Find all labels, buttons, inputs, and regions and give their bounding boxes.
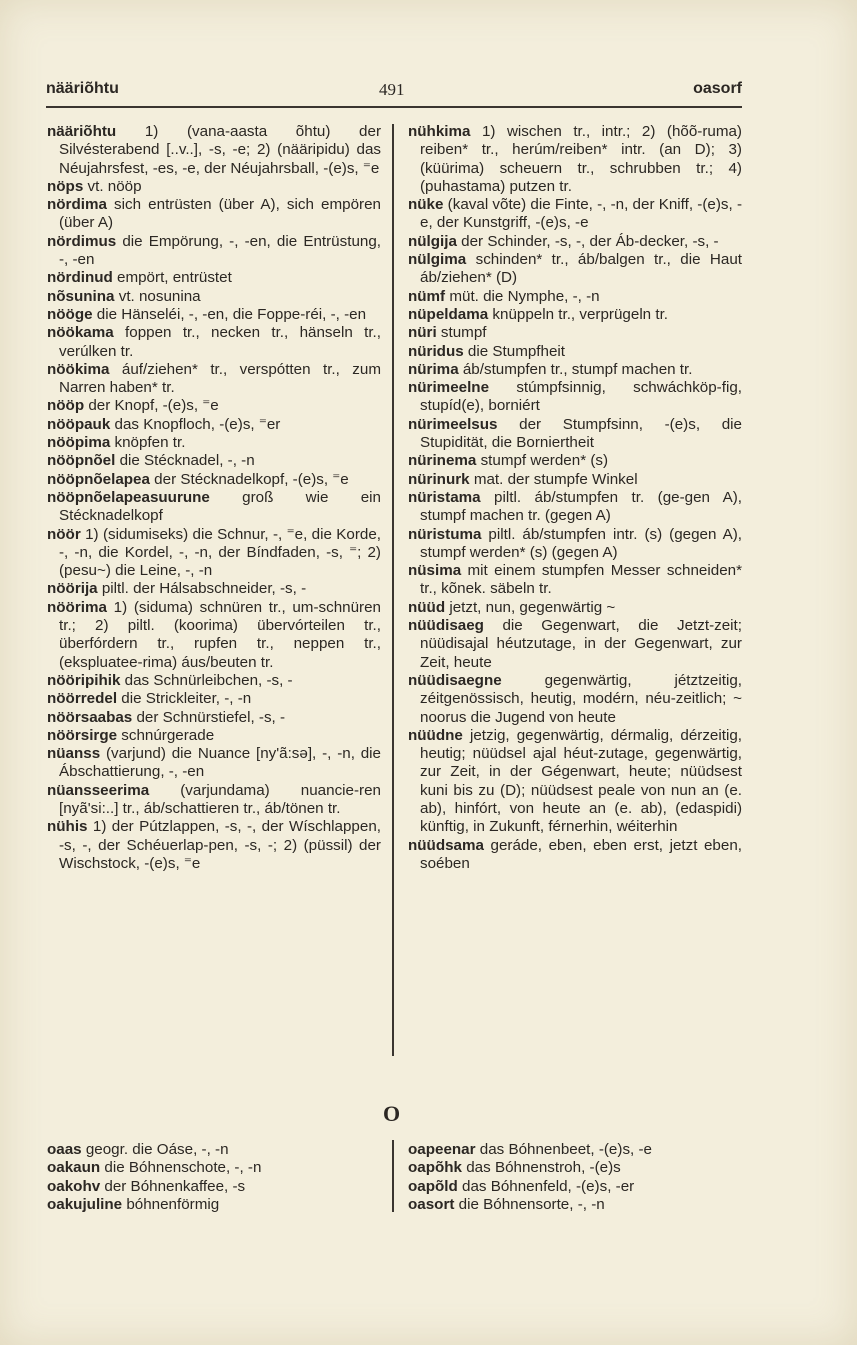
entry-definition: stúmpfsinnig, schwáchköp-fig, stupíd(e), borniért [420, 379, 742, 415]
entry-headword: nüanss [47, 745, 101, 763]
entry-headword: nöörredel [47, 690, 118, 708]
dictionary-entry [408, 526, 742, 563]
entry-headword: nüridus [408, 342, 464, 360]
entry-headword: nüsima [408, 562, 462, 580]
bottom-right-column [408, 1141, 742, 1214]
entry-headword: oakaun [47, 1159, 101, 1177]
entry-headword: nülgija [408, 232, 457, 250]
dictionary-entry [47, 1159, 381, 1177]
dictionary-entry [47, 580, 381, 598]
entry-definition: der Stécknadelkopf, -(e)s, ⁼e [149, 470, 349, 488]
dictionary-entry [47, 690, 381, 708]
entry-headword: nürinema [408, 452, 477, 470]
dictionary-entry [408, 562, 742, 599]
dictionary-entry [47, 397, 381, 415]
dictionary-entry [47, 599, 381, 672]
dictionary-entry [47, 489, 381, 526]
dictionary-entry [47, 306, 381, 324]
dictionary-entry [47, 1178, 381, 1196]
dictionary-entry [408, 1178, 742, 1196]
entry-definition: (kaval võte) die Finte, -, -n, der Kniff, -(e)s, -e, der Kunstgriff, -(e)s, -e [420, 196, 742, 232]
entry-definition: die Stumpfheit [463, 342, 565, 360]
entry-definition: piltl. der Hálsabschneider, -s, - [97, 580, 307, 598]
dictionary-entry [47, 288, 381, 306]
entry-definition: das Schnürleibchen, -s, - [120, 671, 293, 689]
dictionary-entry [47, 782, 381, 819]
entry-headword: nääriõhtu [47, 123, 117, 140]
entry-headword: nööpnõel [47, 452, 116, 470]
entry-definition: áuf/ziehen* tr., verspótten tr., zum Narren haben* tr. [59, 360, 381, 397]
entry-definition: 1) (vana-aasta õhtu) der Silvésterabend [..v..], -s, -e; 2) (nääripidu) das Néujahrsfest, -es, -e, der Néujahrsball, -(e)s, ⁼e [59, 123, 381, 177]
entry-headword: nüüdisaeg [408, 617, 484, 635]
entry-definition: 1) (sidumiseks) die Schnur, -, ⁼e, die Korde, -, -n, die Kordel, -, -n, der Bíndfaden, -s, ⁼; 2) (pesu~) die Leine, -, -n [59, 525, 381, 580]
dictionary-entry [47, 434, 381, 452]
entry-definition: der Stumpfsinn, -(e)s, die Stupidität, die Borniertheit [420, 415, 742, 452]
entry-headword: nürima [408, 360, 459, 378]
entry-headword: nördinud [47, 269, 113, 287]
entry-definition: der Schnürstiefel, -s, - [132, 708, 286, 726]
entry-headword: oapeenar [408, 1141, 476, 1158]
dictionary-entry [408, 123, 742, 196]
dictionary-entry [47, 1141, 381, 1159]
dictionary-entry [408, 233, 742, 251]
entry-definition: die Empörung, -, -en, die Entrüstung, -, -en [59, 232, 381, 269]
entry-definition: mat. der stumpfe Winkel [469, 470, 638, 488]
entry-definition: jetzt, nun, gegenwärtig ~ [445, 598, 616, 616]
entry-definition: piltl. áb/stumpfen intr. (s) (gegen A), stumpf werden* (s) (gegen A) [420, 525, 742, 561]
entry-definition: jetzig, gegenwärtig, dérmalig, dérzeitig, heutig; nüüdsel ajal héut-zutage, gegenwärtig, zur Zeit, in der Gégenwart, heute; nüüdsest kuni bis zu (D); nüüdsest peale von nun an (e. ab), hinfórt, von heute an (e. ab), (edaspidi) künftig, in Zukunft, férnerhin, wéiterhin [420, 726, 742, 836]
entry-headword: nüpeldama [408, 305, 489, 323]
entry-headword: nülgima [408, 251, 467, 269]
entry-definition: schinden* tr., áb/balgen tr., die Haut áb/ziehen* (D) [420, 251, 742, 287]
entry-definition: vt. nosunina [114, 287, 201, 305]
dictionary-entry [47, 818, 381, 873]
entry-headword: nühkima [408, 123, 471, 140]
entry-headword: nürimeelne [408, 379, 490, 397]
entry-headword: nöökama [47, 324, 114, 342]
dictionary-entry [408, 837, 742, 874]
entry-headword: nöps [47, 177, 84, 195]
dictionary-entry [47, 361, 381, 398]
dictionary-entry [408, 1196, 742, 1214]
entry-definition: foppen tr., necken tr., hänseln tr., verúlken tr. [59, 324, 381, 360]
entry-headword: nööpima [47, 434, 111, 452]
entry-definition: das Bóhnenbeet, -(e)s, -e [475, 1141, 652, 1158]
dictionary-entry [408, 324, 742, 342]
entry-definition: sich entrüsten (über A), sich empören (über A) [59, 196, 381, 232]
bottom-left-column [47, 1141, 381, 1214]
entry-headword: oakujuline [47, 1195, 123, 1213]
entry-definition: vt. nööp [83, 177, 142, 195]
entry-headword: nümf [408, 287, 446, 305]
entry-headword: nöörsirge [47, 726, 118, 744]
section-letter: O [383, 1101, 401, 1126]
entry-headword: nöörima [47, 598, 107, 616]
entry-definition: die Hänseléi, -, -en, die Foppe-réi, -, -en [92, 305, 367, 323]
entry-definition: 1) der Pútzlappen, -s, -, der Wíschlappen, -s, -, der Schéuerlap-pen, -s, -; 2) (püssil) der Wischstock, -(e)s, ⁼e [59, 818, 381, 872]
left-column [47, 123, 381, 873]
entry-definition: (varjundama) nuancie-ren [nyã'si:..] tr., áb/schattieren tr., áb/tönen tr. [59, 781, 381, 817]
page-number: 491 [379, 80, 405, 99]
dictionary-entry [408, 452, 742, 470]
entry-headword: nöörija [47, 580, 98, 598]
entry-headword: nüüdsama [408, 836, 484, 854]
entry-definition: knüppeln tr., verprügeln tr. [488, 305, 669, 323]
entry-headword: nühis [47, 818, 88, 836]
entry-headword: nüüd [408, 598, 446, 616]
entry-headword: oakohv [47, 1177, 101, 1195]
dictionary-entry [47, 196, 381, 233]
entry-definition: 1) wischen tr., intr.; 2) (hõõ-ruma) reiben* tr., herúm/reiben* intr. (an D); 3) (küürima) scheuern tr., schrubben tr.; 4) (puhastama) putzen tr. [420, 123, 742, 195]
entry-headword: nööpnõelapeasuurune [47, 488, 210, 506]
entry-definition: die Strickleiter, -, -n [117, 690, 252, 708]
entry-headword: nööripihik [47, 671, 121, 689]
entry-definition: die Bóhnensorte, -, -n [454, 1195, 605, 1213]
entry-headword: oapõld [408, 1177, 458, 1195]
entry-definition: bóhnenförmig [122, 1195, 220, 1213]
entry-definition: piltl. áb/stumpfen tr. (ge-gen A), stumpf machen tr. (gegen A) [420, 488, 742, 525]
entry-definition: groß wie ein Stécknadelkopf [59, 488, 381, 525]
entry-headword: nüüdisaegne [408, 671, 502, 689]
right-column [408, 123, 742, 873]
entry-definition: knöpfen tr. [110, 434, 186, 452]
dictionary-entry [408, 1159, 742, 1177]
header-rule [46, 106, 742, 108]
dictionary-entry [47, 526, 381, 581]
entry-definition: stumpf werden* (s) [476, 452, 609, 470]
dictionary-entry [408, 617, 742, 672]
bottom-column-divider [392, 1140, 394, 1212]
entry-headword: nööge [47, 305, 93, 323]
entry-headword: nördimus [47, 232, 117, 250]
dictionary-entry [408, 288, 742, 306]
entry-definition: müt. die Nymphe, -, -n [445, 287, 600, 305]
dictionary-entry [408, 306, 742, 324]
dictionary-entry [408, 196, 742, 233]
dictionary-entry [47, 1196, 381, 1214]
left-running-head: nääriõhtu [46, 80, 119, 97]
entry-headword: nördima [47, 196, 107, 214]
entry-headword: nöör [47, 525, 81, 543]
entry-headword: oasort [408, 1195, 455, 1213]
entry-headword: nöörsaabas [47, 708, 133, 726]
dictionary-entry [47, 727, 381, 745]
entry-headword: oaas [47, 1141, 82, 1158]
entry-definition: die Gegenwart, die Jetzt-zeit; nüüdisajal héutzutage, in der Gegenwart, zur Zeit, heute [420, 617, 742, 671]
entry-headword: oapõhk [408, 1159, 463, 1177]
dictionary-entry [47, 324, 381, 361]
entry-definition: 1) (siduma) schnüren tr., um-schnüren tr.; 2) piltl. (koorima) übervórteilen tr., überfórdern tr., rupfen tr., neppen tr., (ekspluatee-rima) áus/beuten tr. [59, 598, 381, 671]
entry-headword: nõsunina [47, 287, 115, 305]
entry-headword: nööpauk [47, 415, 111, 433]
dictionary-entry [47, 672, 381, 690]
dictionary-entry [47, 123, 381, 178]
entry-definition: das Knopfloch, -(e)s, ⁼er [110, 415, 281, 433]
column-divider [392, 124, 394, 1056]
dictionary-entry [408, 727, 742, 837]
dictionary-entry [408, 379, 742, 416]
dictionary-entry [408, 416, 742, 453]
entry-headword: nüke [408, 196, 444, 214]
entry-definition: die Stécknadel, -, -n [115, 452, 255, 470]
entry-definition: áb/stumpfen tr., stumpf machen tr. [458, 360, 693, 378]
dictionary-entry [408, 471, 742, 489]
entry-definition: geogr. die Oáse, -, -n [81, 1141, 229, 1158]
entry-definition: mit einem stumpfen Messer schneiden* tr., kõnek. säbeln tr. [420, 562, 742, 598]
entry-definition: stumpf [436, 324, 487, 342]
dictionary-entry [47, 745, 381, 782]
entry-definition: geráde, eben, eben erst, jetzt eben, soében [420, 836, 742, 872]
entry-definition: empört, entrüstet [112, 269, 232, 287]
entry-definition: der Bóhnenkaffee, -s [100, 1177, 246, 1195]
entry-definition: die Bóhnenschote, -, -n [100, 1159, 262, 1177]
dictionary-entry [47, 178, 381, 196]
dictionary-entry [408, 599, 742, 617]
entry-definition: gegenwärtig, jétztzeitig, zéitgenössisch, heutig, modérn, néu-zeitlich; ~ noorus die Jugend von heute [420, 671, 742, 726]
dictionary-entry [47, 269, 381, 287]
entry-headword: nüüdne [408, 726, 463, 744]
dictionary-entry [47, 416, 381, 434]
entry-headword: nöökima [47, 360, 110, 378]
entry-headword: nüri [408, 324, 437, 342]
entry-headword: nürimeelsus [408, 415, 498, 433]
dictionary-entry [408, 489, 742, 526]
dictionary-entry [408, 361, 742, 379]
dictionary-entry [408, 672, 742, 727]
entry-headword: nüristama [408, 488, 481, 506]
dictionary-entry [408, 343, 742, 361]
dictionary-entry [47, 452, 381, 470]
page-header [46, 80, 742, 106]
dictionary-entry [47, 471, 381, 489]
entry-headword: nüristuma [408, 525, 482, 543]
entry-headword: nööpnõelapea [47, 470, 150, 488]
entry-headword: nüansseerima [47, 781, 150, 799]
dictionary-entry [47, 233, 381, 270]
entry-definition: das Bóhnenstroh, -(e)s [462, 1159, 621, 1177]
dictionary-entry [408, 251, 742, 288]
dictionary-entry [47, 709, 381, 727]
entry-definition: (varjund) die Nuance [ny'ã:sə], -, -n, die Ábschattierung, -, -en [59, 745, 381, 781]
entry-definition: schnúrgerade [117, 726, 215, 744]
right-running-head: oasorf [693, 80, 742, 97]
entry-definition: der Schinder, -s, -, der Áb-decker, -s, - [456, 232, 719, 250]
entry-headword: nööp [47, 397, 85, 415]
entry-headword: nürinurk [408, 470, 470, 488]
dictionary-entry [408, 1141, 742, 1159]
entry-definition: der Knopf, -(e)s, ⁼e [84, 397, 219, 415]
entry-definition: das Bóhnenfeld, -(e)s, -er [457, 1177, 635, 1195]
